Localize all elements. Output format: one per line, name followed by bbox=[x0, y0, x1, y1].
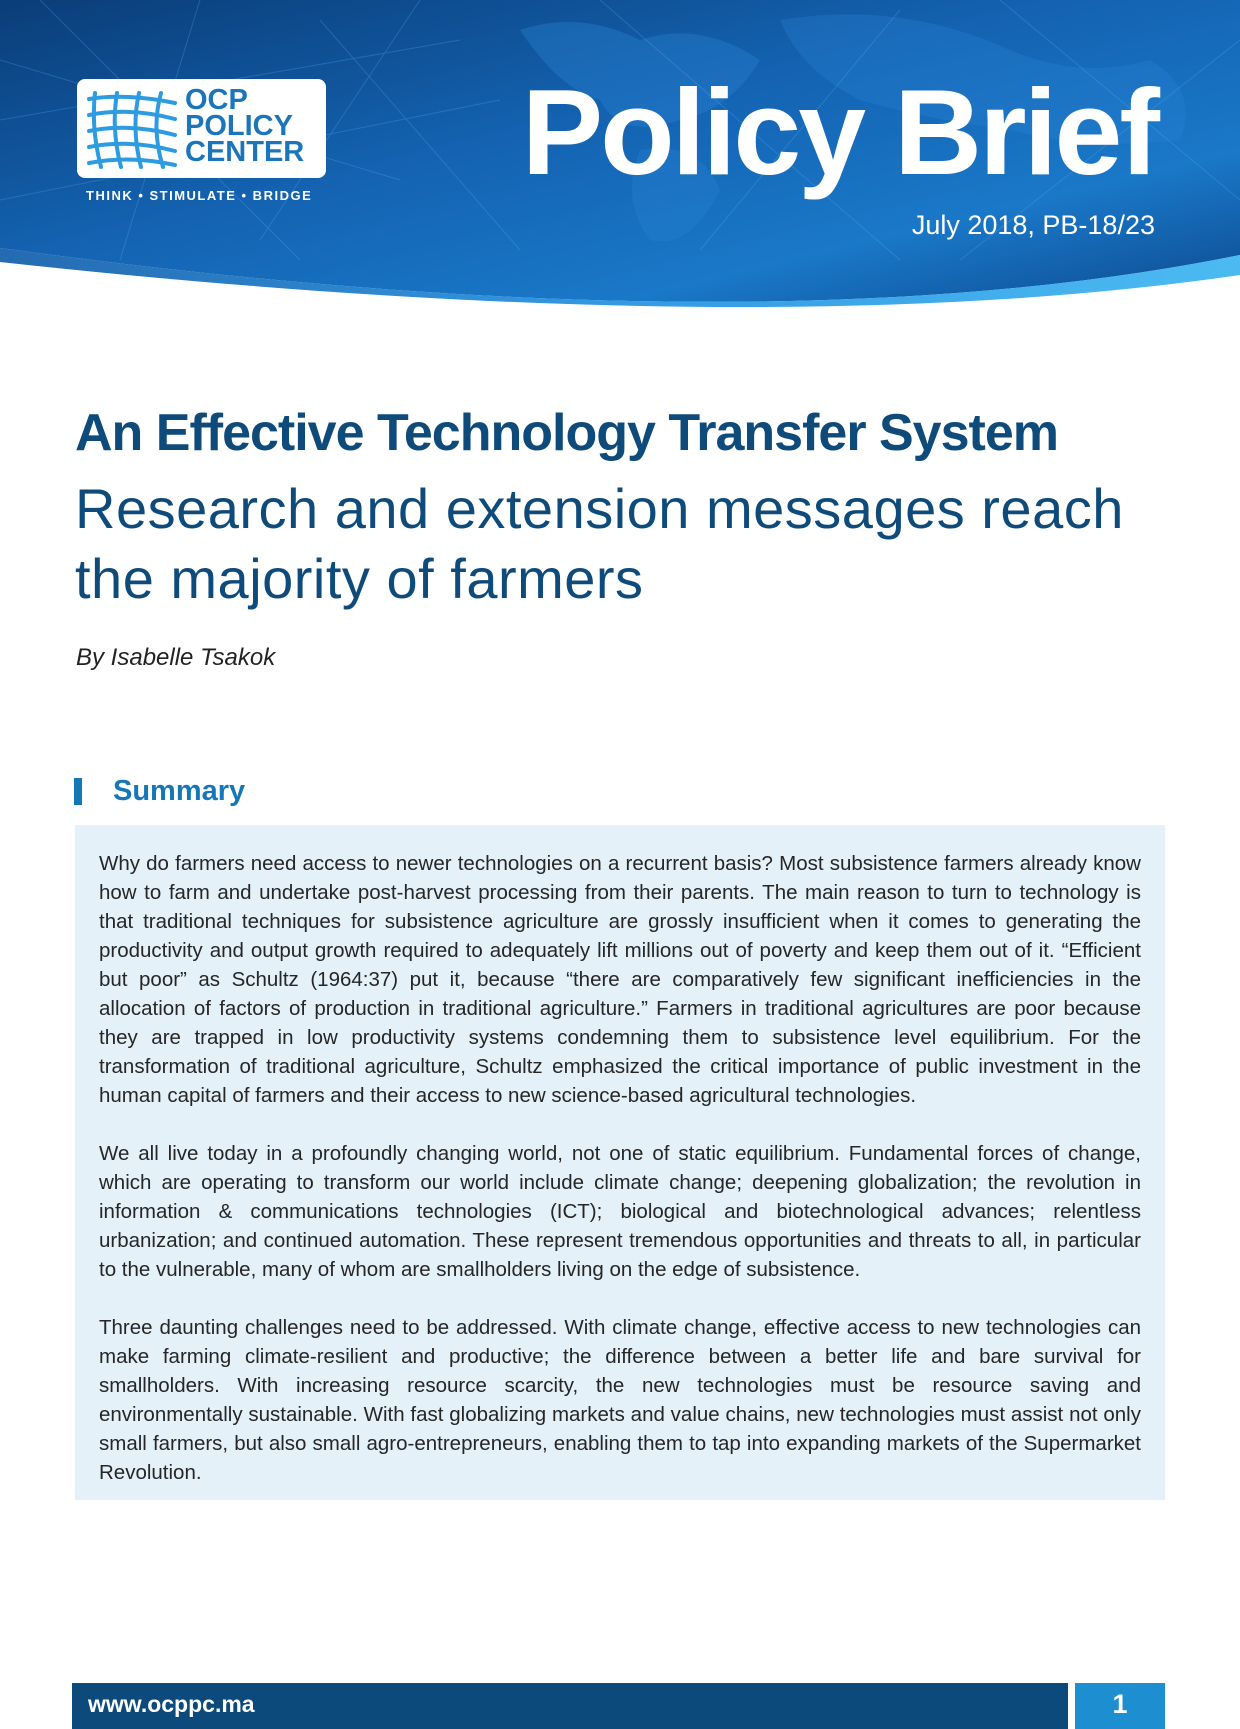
article-subtitle: Research and extension messages reach the majority of farmers bbox=[75, 477, 1124, 610]
logo-line-3: CENTER bbox=[185, 136, 305, 168]
logo-line-1: OCP bbox=[185, 84, 248, 116]
header-banner bbox=[0, 0, 1240, 340]
logo-wordmark bbox=[185, 84, 305, 168]
logo-line-2: POLICY bbox=[185, 110, 293, 142]
summary-paragraph-3: Three daunting challenges need to be addressed. With climate change, effective access to new technologies can make farming climate-resilient and productive; the difference between a better life and bare survival for smallholders. With increasing resource scarcity, the new technologies must be resource saving and environmentally sustainable. With fast globalizing markets and value chains, new technologies must assist not only small farmers, but also small agro-entrepreneurs, enabling them to tap into expanding markets of the Supermarket Revolution. bbox=[99, 1316, 1141, 1484]
footer-website-link[interactable]: www.ocppc.ma bbox=[88, 1691, 255, 1717]
article-title: An Effective Technology Transfer System bbox=[75, 404, 1058, 462]
publication-type-title: Policy Brief bbox=[521, 64, 1157, 200]
ocp-logo[interactable] bbox=[77, 79, 326, 178]
page-number: 1 bbox=[1112, 1689, 1128, 1719]
summary-paragraph-2: We all live today in a profoundly changing world, not one of static equilibrium. Fundamental forces of change, which are operating to transform our world include climate change; deepening globalization; the revolution in information & communications technologies (ICT); biological and biotechnological advances; relentless urbanization; and continued automation. These represent tremendous opportunities and threats to all, in particular to the vulnerable, many of whom are smallholders living on the edge of subsistence. bbox=[99, 1142, 1141, 1281]
logo-tagline: THINK • STIMULATE • BRIDGE bbox=[86, 188, 313, 203]
summary-heading-marker bbox=[74, 778, 82, 805]
article-author: By Isabelle Tsakok bbox=[76, 644, 276, 671]
publication-date-code: July 2018, PB-18/23 bbox=[911, 210, 1155, 240]
summary-heading: Summary bbox=[113, 775, 246, 807]
summary-body bbox=[99, 849, 1141, 1516]
logo-mesh-icon bbox=[85, 89, 179, 169]
summary-paragraph-1: Why do farmers need access to newer technologies on a recurrent basis? Most subsistence farmers already know how to farm and undertake post-harvest processing from their parents. The main reason to turn to technology is that traditional techniques for subsistence agriculture are grossly insufficient when it comes to generating the productivity and output growth required to adequately lift millions out of poverty and keep them out of it. “Efficient but poor” as Schultz (1964:37) put it, because “there are comparatively few significant inefficiencies in the allocation of factors of production in traditional agriculture.” Farmers in traditional agricultures are poor because they are trapped in low productivity systems condemning them to subsistence level equilibrium. For the transformation of traditional agriculture, Schultz emphasized the critical importance of public investment in the human capital of farmers and their access to new science-based agricultural technologies. bbox=[99, 852, 1141, 1107]
